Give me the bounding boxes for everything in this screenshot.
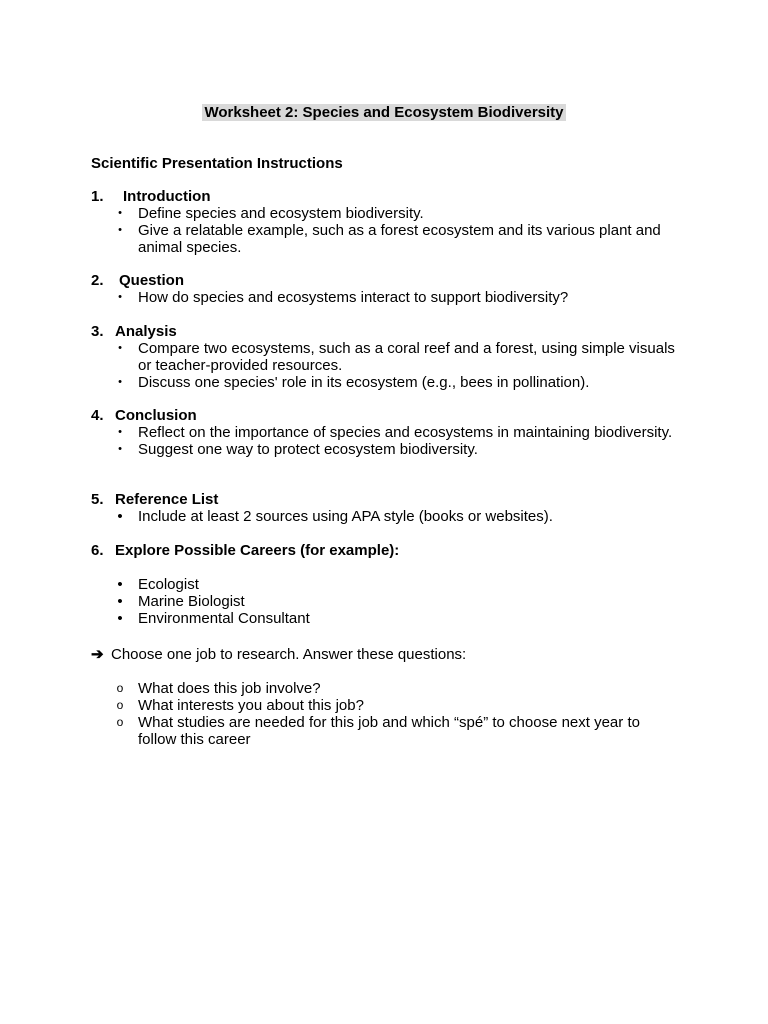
list-item [91, 680, 681, 697]
bullet-icon: • [118, 426, 122, 438]
bullet-list [91, 289, 691, 306]
section-title: Question [119, 272, 185, 289]
section-title: Conclusion [115, 407, 197, 424]
bullet-icon: • [118, 443, 122, 455]
bullet-icon: • [118, 376, 122, 388]
list-item [91, 340, 691, 374]
research-prompt-text: Choose one job to research. Answer these questions: [111, 646, 467, 663]
section-heading [91, 188, 691, 205]
circle-bullet-icon: o [116, 681, 124, 695]
list-item-text: Suggest one way to protect ecosystem biodiversity. [138, 441, 478, 458]
list-item [91, 593, 691, 610]
list-item-text: Give a relatable example, such as a forest ecosystem and its various plant and animal species. [138, 222, 661, 256]
section-title: Introduction [123, 188, 211, 205]
section-number: 6. [91, 542, 104, 559]
list-item-text: Discuss one species' role in its ecosystem (e.g., bees in pollination). [138, 374, 590, 391]
list-item-text: What does this job involve? [138, 680, 321, 697]
bullet-list [91, 205, 691, 256]
list-item-text: Marine Biologist [138, 593, 245, 610]
section-heading [91, 272, 691, 289]
title-wrapper [0, 104, 768, 121]
list-item-text: Define species and ecosystem biodiversity. [138, 205, 424, 222]
section-analysis [91, 323, 691, 391]
instructions-heading: Scientific Presentation Instructions [91, 155, 343, 172]
section-heading [91, 542, 691, 559]
list-item [91, 610, 691, 627]
section-introduction [91, 188, 691, 256]
arrow-right-icon: ➔ [91, 646, 104, 663]
list-item [91, 205, 691, 222]
section-title: Analysis [115, 323, 177, 340]
bullet-icon: • [117, 576, 123, 593]
list-item [91, 714, 681, 748]
section-title: Explore Possible Careers (for example): [115, 542, 400, 559]
bullet-icon: • [118, 291, 122, 303]
list-item [91, 697, 681, 714]
list-item-text: What studies are needed for this job and which “spé” to choose next year to follow this career [138, 714, 640, 748]
section-reference-list [91, 491, 691, 525]
circle-bullet-icon: o [116, 698, 124, 712]
list-item [91, 424, 691, 441]
list-item-text: Reflect on the importance of species and ecosystems in maintaining biodiversity. [138, 424, 673, 441]
bullet-icon: • [117, 508, 123, 525]
bullet-icon: • [118, 342, 122, 354]
research-questions [91, 680, 681, 748]
list-item [91, 289, 691, 306]
section-heading [91, 407, 691, 424]
bullet-icon: • [117, 593, 123, 610]
list-item [91, 508, 691, 525]
list-item-text: Ecologist [138, 576, 199, 593]
list-item [91, 374, 691, 391]
bullet-icon: • [117, 610, 123, 627]
bullet-icon: • [118, 207, 122, 219]
section-heading [91, 491, 691, 508]
list-item-text: How do species and ecosystems interact to support biodiversity? [138, 289, 569, 306]
section-number: 5. [91, 491, 104, 508]
list-item-text: Compare two ecosystems, such as a coral reef and a forest, using simple visuals or teacher-provided resources. [138, 340, 675, 374]
section-title: Reference List [115, 491, 219, 508]
list-item-text: Environmental Consultant [138, 610, 310, 627]
list-item [91, 441, 691, 458]
worksheet-title: Worksheet 2: Species and Ecosystem Biodiversity [204, 104, 564, 121]
list-item [91, 576, 691, 593]
career-list [91, 576, 691, 627]
list-item-text: Include at least 2 sources using APA style (books or websites). [138, 508, 553, 525]
bullet-list [91, 340, 691, 391]
question-list [91, 680, 681, 748]
section-number: 4. [91, 407, 104, 424]
section-heading [91, 323, 691, 340]
list-item [91, 222, 691, 256]
bullet-icon: • [118, 224, 122, 236]
circle-bullet-icon: o [116, 715, 124, 729]
research-prompt [91, 646, 466, 663]
section-careers [91, 542, 691, 627]
bullet-list [91, 508, 691, 525]
list-item-text: What interests you about this job? [138, 697, 364, 714]
section-number: 2. [91, 272, 104, 289]
section-question [91, 272, 691, 306]
section-conclusion [91, 407, 691, 458]
section-number: 1. [91, 188, 104, 205]
bullet-list [91, 424, 691, 458]
section-number: 3. [91, 323, 104, 340]
